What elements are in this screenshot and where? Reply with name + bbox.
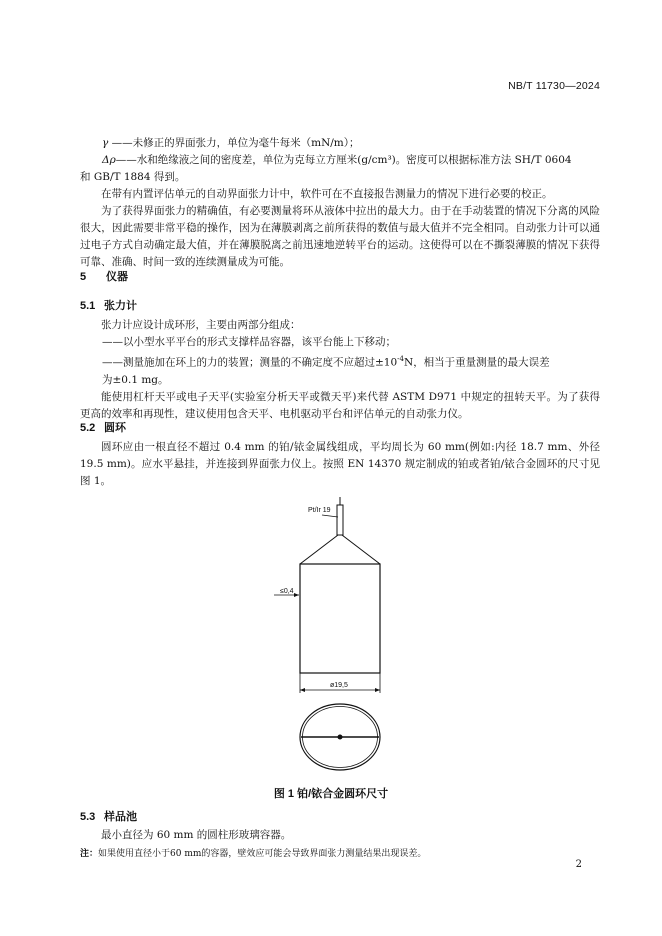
section-5-title: 仪器: [106, 271, 128, 283]
item2-text-b: N，相当于重量测量的最大误差: [404, 356, 550, 369]
section-5-number: 5: [80, 271, 87, 283]
symbol-gamma: γ: [102, 137, 109, 149]
section-5-1-number: 5.1: [80, 300, 96, 312]
note-label: 注：: [80, 848, 99, 858]
section-5-2-heading: [80, 419, 126, 435]
wire-leader: [322, 515, 338, 517]
document-code: NB/T 11730—2024: [508, 80, 600, 92]
note: [80, 846, 426, 859]
diameter-arrow-left: [300, 688, 305, 692]
para-auto-calibration: 在带有内置评估单元的自动界面张力计中，软件可在不直接报告测量力的情况下进行必要的校正。: [101, 188, 553, 200]
section-5-1-body: [80, 317, 600, 423]
definitions-block: [80, 135, 600, 271]
definition-delta-rho-text: ——水和绝缘液之间的密度差，单位为克每立方厘米(g/cm³)。密度可以根据标准方法 SH/T 0604: [115, 154, 572, 166]
hanger-right: [342, 535, 380, 564]
ring-paragraph: 圆环应由一根直径不超过 0.4 mm 的铂/铱金属线组成，平均周长为 60 mm(例如:内径 18.7 mm、外径 19.5 mm)。应水平悬挂，并连接到界面张力仪上。按照 EN 14370 规定制成的铂或者铂/铱合金圆环的尺寸见图 1。: [80, 441, 600, 487]
ring-side-view: [300, 564, 380, 673]
symbol-delta-rho: Δρ: [102, 154, 116, 166]
list-item: ——以小型水平平台的形式支撑样品容器，该平台能上下移动；: [102, 336, 396, 348]
ring-center-hub: [338, 735, 343, 740]
sample-cell-paragraph: 最小直径为 60 mm 的圆柱形玻璃容器。: [101, 829, 292, 841]
wire-label: Pt/Ir 19: [308, 507, 331, 514]
ring-dimension-figure: [264, 497, 404, 781]
section-5-3-body: [80, 827, 600, 844]
section-5-heading: [80, 268, 128, 284]
ring-drawing: [264, 497, 404, 777]
thickness-arrowhead: [294, 593, 299, 597]
thickness-label: ≤0,4: [280, 588, 294, 595]
section-5-2-body: [80, 439, 600, 490]
page-number: 2: [575, 859, 582, 870]
section-5-3-number: 5.3: [80, 811, 96, 823]
balance-paragraph: 能使用杠杆天平或电子天平(实验室分析天平或微天平)来代替 ASTM D971 中规定的扭转天平。为了获得更高的效率和再现性，建议使用包含天平、电机驱动平台和评估单元的自动张力仪。: [80, 390, 600, 420]
definition-gamma: [80, 135, 600, 152]
definition-delta-rho: [80, 152, 600, 169]
section-5-3-title: 样品池: [104, 811, 137, 823]
list-item: [80, 351, 600, 372]
tensiometer-intro: 张力计应设计成环形，主要由两部分组成：: [101, 319, 301, 331]
para-precision: 为了获得界面张力的精确值，有必要测量将环从液体中拉出的最大力。由于在手动装置的情况下分离的风险很大，因此需要非常平稳的操作，因为在薄膜剥离之前所获得的数值与最大值并不完全相同。自动张力计可以通过电子方式自动确定最大值，并在薄膜脱离之前迅速地逆转平台的运动。这使得可以在不撕裂薄膜的情况下获得可靠、准确、时间一致的连续测量成为可能。: [80, 205, 600, 268]
figure-caption: 图 1 铂/铱合金圆环尺寸: [273, 788, 389, 800]
item2-continuation: 为±0.1 mg。: [102, 373, 169, 386]
section-5-1-heading: [80, 297, 137, 313]
section-5-1-title: 张力计: [104, 300, 137, 312]
definition-continuation: 和 GB/T 1884 得到。: [80, 171, 186, 183]
diameter-arrow-right: [375, 688, 380, 692]
item2-exponent: -4: [397, 355, 404, 363]
definition-gamma-text: ——未修正的界面张力，单位为毫牛每米（mN/m）；: [108, 137, 360, 149]
section-5-2-title: 圆环: [104, 422, 126, 434]
hanger-left: [300, 535, 338, 564]
note-text: 如果使用直径小于60 mm的容器，壁效应可能会导致界面张力测量结果出现误差。: [98, 849, 427, 859]
diameter-label: ø19,5: [330, 682, 348, 689]
item2-text-a: ——测量施加在环上的力的装置；测量的不确定度不应超过±10: [102, 356, 398, 369]
wire-rod: [337, 505, 343, 535]
section-5-2-number: 5.2: [80, 422, 96, 434]
section-5-3-heading: [80, 808, 137, 824]
